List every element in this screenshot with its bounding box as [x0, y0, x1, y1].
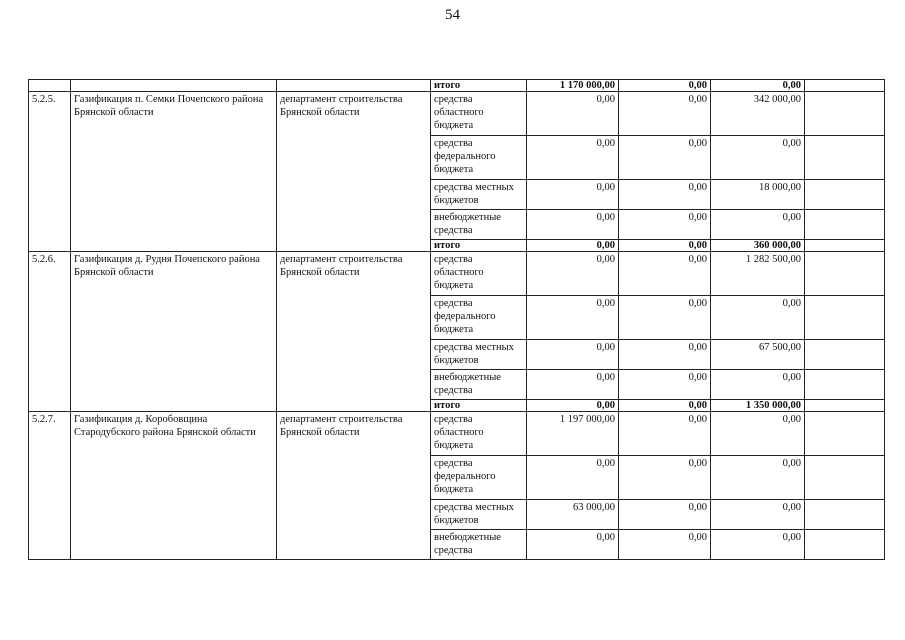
- value-cell: 0,00: [619, 136, 711, 180]
- value-cell: 1 170 000,00: [527, 80, 619, 92]
- funding-source: средства федерального бюджета: [431, 456, 527, 500]
- executor: департамент строительства Брянской области: [277, 252, 431, 412]
- object-name: Газификация д. Рудня Почепского района Брянской области: [71, 252, 277, 412]
- value-cell: 0,00: [619, 240, 711, 252]
- value-cell: 0,00: [527, 400, 619, 412]
- executor: департамент строительства Брянской области: [277, 92, 431, 252]
- value-cell: 0,00: [619, 370, 711, 400]
- funding-source: средства федерального бюджета: [431, 296, 527, 340]
- funding-source: средства федерального бюджета: [431, 136, 527, 180]
- value-cell: 0,00: [527, 296, 619, 340]
- value-cell: 0,00: [527, 240, 619, 252]
- value-cell: 1 282 500,00: [711, 252, 805, 296]
- budget-table: [28, 79, 885, 560]
- value-cell: 360 000,00: [711, 240, 805, 252]
- funding-source: средства областного бюджета: [431, 412, 527, 456]
- table-row: [29, 80, 885, 92]
- value-cell: 0,00: [619, 340, 711, 370]
- value-cell: 0,00: [527, 370, 619, 400]
- total-label: итого: [431, 240, 527, 252]
- value-cell: 0,00: [527, 252, 619, 296]
- funding-source: средства местных бюджетов: [431, 500, 527, 530]
- funding-source: средства областного бюджета: [431, 92, 527, 136]
- value-cell: 0,00: [619, 530, 711, 560]
- table-row: [29, 92, 885, 136]
- value-cell: 0,00: [711, 136, 805, 180]
- value-cell: 0,00: [619, 500, 711, 530]
- value-cell: 0,00: [711, 500, 805, 530]
- executor: департамент строительства Брянской области: [277, 412, 431, 560]
- funding-source: внебюджетные средства: [431, 210, 527, 240]
- funding-source: средства областного бюджета: [431, 252, 527, 296]
- item-number: 5.2.7.: [29, 412, 71, 560]
- value-cell: 0,00: [619, 296, 711, 340]
- funding-source: внебюджетные средства: [431, 530, 527, 560]
- value-cell: 0,00: [527, 210, 619, 240]
- item-number: 5.2.6.: [29, 252, 71, 412]
- value-cell: 342 000,00: [711, 92, 805, 136]
- value-cell: 0,00: [711, 210, 805, 240]
- item-number: 5.2.5.: [29, 92, 71, 252]
- value-cell: 0,00: [619, 456, 711, 500]
- total-label: итого: [431, 80, 527, 92]
- value-cell: 63 000,00: [527, 500, 619, 530]
- table-row: [29, 412, 885, 456]
- value-cell: 0,00: [527, 180, 619, 210]
- value-cell: 0,00: [711, 296, 805, 340]
- object-name: Газификация д. Коробовщина Стародубского района Брянской области: [71, 412, 277, 560]
- value-cell: 1 350 000,00: [711, 400, 805, 412]
- value-cell: 0,00: [619, 412, 711, 456]
- value-cell: 0,00: [711, 80, 805, 92]
- value-cell: 0,00: [527, 136, 619, 180]
- value-cell: 0,00: [711, 456, 805, 500]
- funding-source: средства местных бюджетов: [431, 180, 527, 210]
- table-row: [29, 252, 885, 296]
- value-cell: 0,00: [619, 210, 711, 240]
- value-cell: 18 000,00: [711, 180, 805, 210]
- value-cell: 0,00: [619, 92, 711, 136]
- value-cell: 67 500,00: [711, 340, 805, 370]
- value-cell: 0,00: [527, 456, 619, 500]
- funding-source: средства местных бюджетов: [431, 340, 527, 370]
- total-label: итого: [431, 400, 527, 412]
- value-cell: 0,00: [711, 530, 805, 560]
- object-name: Газификация п. Семки Почепского района Брянской области: [71, 92, 277, 252]
- value-cell: 0,00: [527, 530, 619, 560]
- value-cell: 0,00: [619, 80, 711, 92]
- funding-source: внебюджетные средства: [431, 370, 527, 400]
- value-cell: 1 197 000,00: [527, 412, 619, 456]
- value-cell: 0,00: [527, 340, 619, 370]
- value-cell: 0,00: [711, 412, 805, 456]
- value-cell: 0,00: [619, 400, 711, 412]
- page-number: 54: [445, 7, 460, 23]
- value-cell: 0,00: [527, 92, 619, 136]
- value-cell: 0,00: [619, 252, 711, 296]
- value-cell: 0,00: [619, 180, 711, 210]
- value-cell: 0,00: [711, 370, 805, 400]
